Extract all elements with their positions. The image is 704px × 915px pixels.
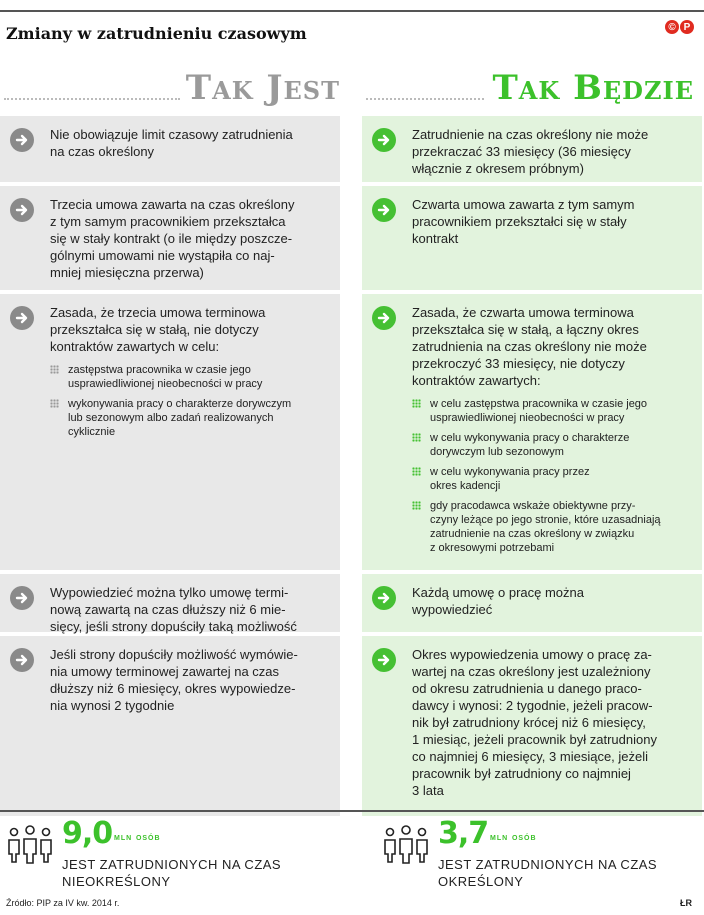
dot-grid-bullet-icon	[412, 501, 421, 510]
right-column-header	[362, 62, 694, 108]
card-text-line: pracownikiem przekształci się w stały	[412, 214, 627, 229]
dot-grid-bullet-icon	[412, 399, 421, 408]
card-text	[412, 304, 692, 561]
stat-value: 9,0	[62, 816, 113, 851]
card-text	[412, 196, 692, 247]
sub-list-item	[412, 465, 692, 493]
card-text-line: nia umowy terminowej zawartej na czas	[50, 664, 280, 679]
card-text-line: mniej miesięczna przerwa)	[50, 265, 204, 280]
card-text	[50, 196, 330, 281]
card-text-line: kontrakt	[412, 231, 459, 246]
card-text-line: przekształca się w stałą, a łączny okres	[412, 322, 639, 337]
arrow-right-icon	[372, 128, 396, 152]
stat-description-line: JEST ZATRUDNIONYCH NA CZAS	[438, 857, 658, 872]
card-text-line: dawcy i wynosi: 2 tygodnie, jeżeli pracow-	[412, 698, 653, 713]
source-note: Źródło: PIP za IV kw. 2014 r.	[6, 898, 120, 908]
sub-list-line: gdy pracodawca wskaże obiektywne przy-	[430, 500, 636, 512]
stat-description	[62, 856, 281, 890]
info-card	[0, 636, 340, 816]
sub-list-line: lub sezonowym albo zadań realizowanych	[68, 412, 274, 424]
arrow-right-icon	[10, 306, 34, 330]
header-dotted-rule	[366, 98, 484, 100]
right-header-text: Tak Będzie	[492, 68, 694, 108]
people-icon	[382, 824, 430, 864]
card-text-line: od okresu zatrudnienia u danego praco-	[412, 681, 642, 696]
card-text-line: nia wynosi 2 tygodnie	[50, 698, 175, 713]
info-card	[362, 636, 702, 816]
card-text	[50, 126, 330, 160]
card-text-line: kontraktów zawartych:	[412, 373, 541, 388]
stat-value: 3,7	[438, 816, 489, 851]
card-text	[50, 584, 330, 635]
card-text-line: Trzecia umowa zawarta na czas określony	[50, 197, 295, 212]
card-text-line: wypowiedzieć	[412, 602, 493, 617]
sub-list-line: zatrudnienie na czas określony w związku	[430, 528, 635, 540]
stat-unit: mln osób	[490, 832, 537, 843]
card-text-line: wartej na czas określony jest uzależniony	[412, 664, 651, 679]
stat-description-line: OKREŚLONY	[438, 874, 524, 889]
info-card	[0, 294, 340, 570]
card-text-line: Nie obowiązuje limit czasowy zatrudnienia	[50, 127, 293, 142]
sub-list	[50, 363, 330, 439]
sub-list-item	[412, 397, 692, 425]
card-text	[50, 646, 330, 714]
card-text-line: Czwarta umowa zawarta z tym samym	[412, 197, 635, 212]
card-text-line: Wypowiedzieć można tylko umowę termi-	[50, 585, 289, 600]
card-text-line: Zasada, że trzecia umowa terminowa	[50, 305, 266, 320]
sub-list-item	[50, 397, 330, 439]
card-text	[412, 126, 692, 177]
sub-list-line: usprawiedliwionej nieobecności w pracy	[430, 412, 625, 424]
info-card	[362, 294, 702, 570]
card-text-line: zatrudnienia na czas określony nie może	[412, 339, 647, 354]
sub-list-line: usprawiedliwionej nieobecności w pracy	[68, 378, 263, 390]
card-text-line: kontraktów zawartych w celu:	[50, 339, 220, 354]
top-rule	[0, 10, 704, 12]
info-card	[0, 186, 340, 290]
sub-list-line: czyny leżące po jego stronie, które uzasadniają	[430, 514, 661, 526]
card-text-line: pracownik był zatrudniony co najmniej	[412, 766, 631, 781]
arrow-right-icon	[10, 198, 34, 222]
stat-left	[6, 816, 346, 890]
card-text-line: Zasada, że czwarta umowa terminowa	[412, 305, 634, 320]
dot-grid-bullet-icon	[412, 433, 421, 442]
card-text-line: się w stały kontrakt (o ile między poszcze-	[50, 231, 293, 246]
info-card	[362, 574, 702, 632]
info-card	[362, 116, 702, 182]
card-text-line: włącznie z okresem próbnym)	[412, 161, 584, 176]
sub-list	[412, 397, 692, 555]
stat-description-line: JEST ZATRUDNIONYCH NA CZAS	[62, 857, 282, 872]
arrow-right-icon	[10, 586, 34, 610]
sub-list-line: w celu zastępstwa pracownika w czasie jego	[430, 398, 648, 410]
author-initials: ŁR	[680, 898, 692, 908]
stat-unit: mln osób	[114, 832, 161, 843]
sub-list-line: zastępstwa pracownika w czasie jego	[68, 364, 251, 376]
card-text-line: Okres wypowiedzenia umowy o pracę za-	[412, 647, 652, 662]
stat-description-line: NIEOKREŚLONY	[62, 874, 171, 889]
sub-list-line: okres kadencji	[430, 480, 501, 492]
logo-c: ©	[665, 20, 679, 34]
info-card	[0, 116, 340, 182]
dot-grid-bullet-icon	[50, 365, 59, 374]
sub-list-line: cyklicznie	[68, 426, 116, 438]
sub-list-line: w celu wykonywania pracy przez	[430, 466, 590, 478]
sub-list-item	[50, 363, 330, 391]
arrow-right-icon	[372, 306, 396, 330]
dot-grid-bullet-icon	[412, 467, 421, 476]
card-text	[412, 584, 692, 618]
card-text-line: Jeśli strony dopuściły możliwość wymówie-	[50, 647, 298, 662]
arrow-right-icon	[10, 648, 34, 672]
page-title: Zmiany w zatrudnieniu czasowym	[6, 24, 307, 43]
card-text	[412, 646, 692, 799]
arrow-right-icon	[372, 648, 396, 672]
sub-list-line: dorywczym lub sezonowym	[430, 446, 564, 458]
left-header-text: Tak Jest	[185, 68, 340, 108]
card-text-line: nik był zatrudniony krócej niż 6 miesięcy,	[412, 715, 646, 730]
left-column-header	[0, 62, 340, 108]
card-text-line: dłuższy niż 6 miesięcy, okres wypowiedze-	[50, 681, 296, 696]
card-text-line: gólnymi umowami nie wystąpiła co naj-	[50, 248, 275, 263]
arrow-right-icon	[372, 198, 396, 222]
sub-list-item	[412, 431, 692, 459]
dot-grid-bullet-icon	[50, 399, 59, 408]
stat-right	[382, 816, 702, 890]
info-card	[0, 574, 340, 632]
logo-p: P	[680, 20, 694, 34]
card-text-line: Zatrudnienie na czas określony nie może	[412, 127, 649, 142]
people-icon	[6, 824, 54, 864]
card-text-line: 3 lata	[412, 783, 444, 798]
card-text-line: przekroczyć 33 miesięcy, nie dotyczy	[412, 356, 625, 371]
card-text-line: z tym samym pracownikiem przekształca	[50, 214, 286, 229]
sub-list-line: wykonywania pracy o charakterze dorywczym	[68, 398, 292, 410]
card-text-line: przekraczać 33 miesięcy (36 miesięcy	[412, 144, 631, 159]
info-card	[362, 186, 702, 290]
card-text-line: co najmniej 6 miesięcy, 3 miesiące, jeżeli	[412, 749, 649, 764]
arrow-right-icon	[372, 586, 396, 610]
publisher-logo	[665, 20, 694, 34]
card-text	[50, 304, 330, 445]
bottom-rule	[0, 810, 704, 812]
card-text-line: 1 miesiąc, jeżeli pracownik był zatrudniony	[412, 732, 657, 747]
card-text-line: na czas określony	[50, 144, 155, 159]
stat-description	[438, 856, 657, 890]
arrow-right-icon	[10, 128, 34, 152]
card-text-line: przekształca się w stałą, nie dotyczy	[50, 322, 259, 337]
card-text-line: sięcy, jeśli strony dopuściły taką możliwość	[50, 619, 297, 634]
card-text-line: Każdą umowę o pracę można	[412, 585, 584, 600]
card-text-line: nową zawartą na czas dłuższy niż 6 mie-	[50, 602, 286, 617]
header-dotted-rule	[4, 98, 180, 100]
sub-list-item	[412, 499, 692, 555]
sub-list-line: z okresowymi potrzebami	[430, 542, 555, 554]
sub-list-line: w celu wykonywania pracy o charakterze	[430, 432, 630, 444]
